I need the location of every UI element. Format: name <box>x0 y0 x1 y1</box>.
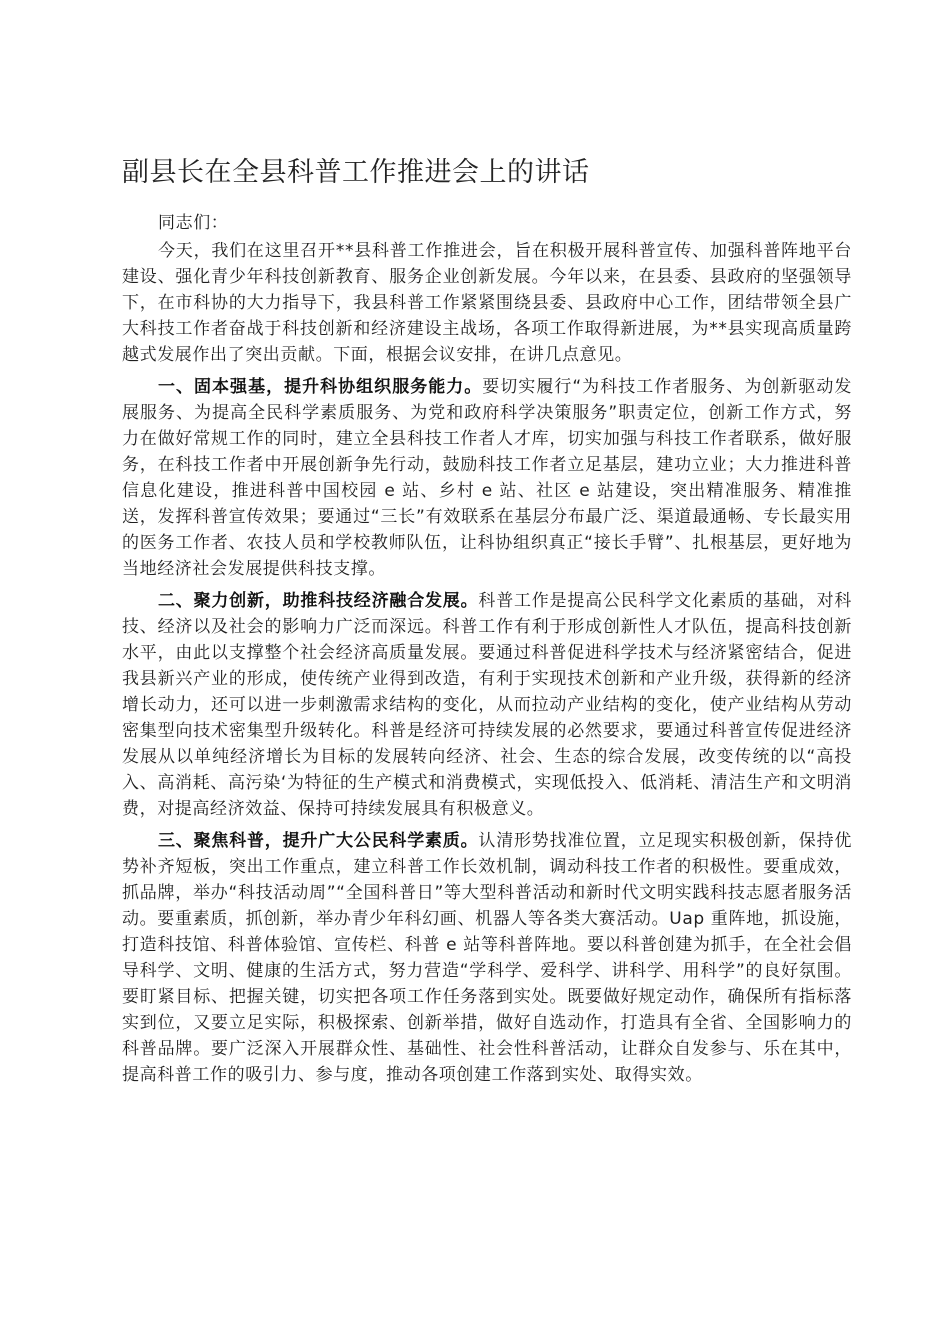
section-text-2: 科普工作是提高公民科学文化素质的基础，对科技、经济以及社会的影响力广泛而深远。科普工作有利于形成创新性人才队伍，提高科技创新水平，由此以支撑整个社会经济高质量发展。要通过科普促进科学技术与经济紧密结合，促进我县新兴产业的形成，使传统产业得到改造，有利于实现技术创新和产业升级，获得新的经济增长动力，还可以进一步刺激需求结构的变化，从而拉动产业结构的变化，使产业结构从劳动密集型向技术密集型升级转化。科普是经济可持续发展的必然要求，要通过科普宣传促进经济发展从以单纯经济增长为目标的发展转向经济、社会、生态的综合发展，改变传统的以“高投入、高消耗、高污染‘为特征的生产模式和消费模式，实现低投入、低消耗、清洁生产和文明消费，对提高经济效益、保持可持续发展具有积极意义。 <box>122 591 852 819</box>
section-paragraph-1 <box>122 374 852 582</box>
section-heading-1: 一、固本强基，提升科协组织服务能力。 <box>158 377 483 397</box>
section-heading-3: 三、聚焦科普，提升广大公民科学素质。 <box>158 831 479 851</box>
document-body <box>122 210 852 1094</box>
salutation: 同志们： <box>158 213 229 233</box>
section-text-1: 要切实履行“为科技工作者服务、为创新驱动发展服务、为提高全民科学素质服务、为党和政府科学决策服务”职责定位，创新工作方式，努力在做好常规工作的同时，建立全县科技工作者人才库，切实加强与科技工作者联系，做好服务，在科技工作者中开展创新争先行动，鼓励科技工作者立足基层，建功立业；大力推进科普信息化建设，推进科普中国校园 e 站、乡村 e 站、社区 e 站建设，突出精准服务、精准推送，发挥科普宣传效果；要通过“三长”有效联系在基层分布最广泛、渠道最通畅、专长最实用的医务工作者、农技人员和学校教师队伍，让科协组织真正“接长手臂”、扎根基层，更好地为当地经济社会发展提供科技支撑。 <box>122 377 852 579</box>
section-paragraph-2 <box>122 588 852 822</box>
document-title: 副县长在全县科普工作推进会上的讲话 <box>122 157 590 188</box>
section-text-3: 认清形势找准位置，立足现实积极创新，保持优势补齐短板，突出工作重点，建立科普工作长效机制，调动科技工作者的积极性。要重成效，抓品牌，举办“科技活动周”“全国科普日”等大型科普活动和新时代文明实践科技志愿者服务活动。要重素质，抓创新，举办青少年科幻画、机器人等各类大赛活动。Uap 重阵地，抓设施，打造科技馆、科普体验馆、宣传栏、科普 e 站等科普阵地。要以科普创建为抓手，在全社会倡导科学、文明、健康的生活方式，努力营造“学科学、爱科学、讲科学、用科学”的良好氛围。要盯紧目标、把握关键，切实把各项工作任务落到实处。既要做好规定动作，确保所有指标落实到位，又要立足实际，积极探索、创新举措，做好自选动作，打造具有全省、全国影响力的科普品牌。要广泛深入开展群众性、基础性、社会性科普活动，让群众自发参与、乐在其中，提高科普工作的吸引力、参与度，推动各项创建工作落到实处、取得实效。 <box>122 831 852 1085</box>
section-paragraph-3 <box>122 828 852 1088</box>
section-heading-2: 二、聚力创新，助推科技经济融合发展。 <box>158 591 479 611</box>
intro-paragraph: 今天，我们在这里召开**县科普工作推进会，旨在积极开展科普宣传、加强科普阵地平台建设、强化青少年科技创新教育、服务企业创新发展。今年以来，在县委、县政府的坚强领导下，在市科协的大力指导下，我县科普工作紧紧围绕县委、县政府中心工作，团结带领全县广大科技工作者奋战于科技创新和经济建设主战场，各项工作取得新进展，为**县实现高质量跨越式发展作出了突出贡献。下面，根据会议安排，在讲几点意见。 <box>122 241 852 365</box>
